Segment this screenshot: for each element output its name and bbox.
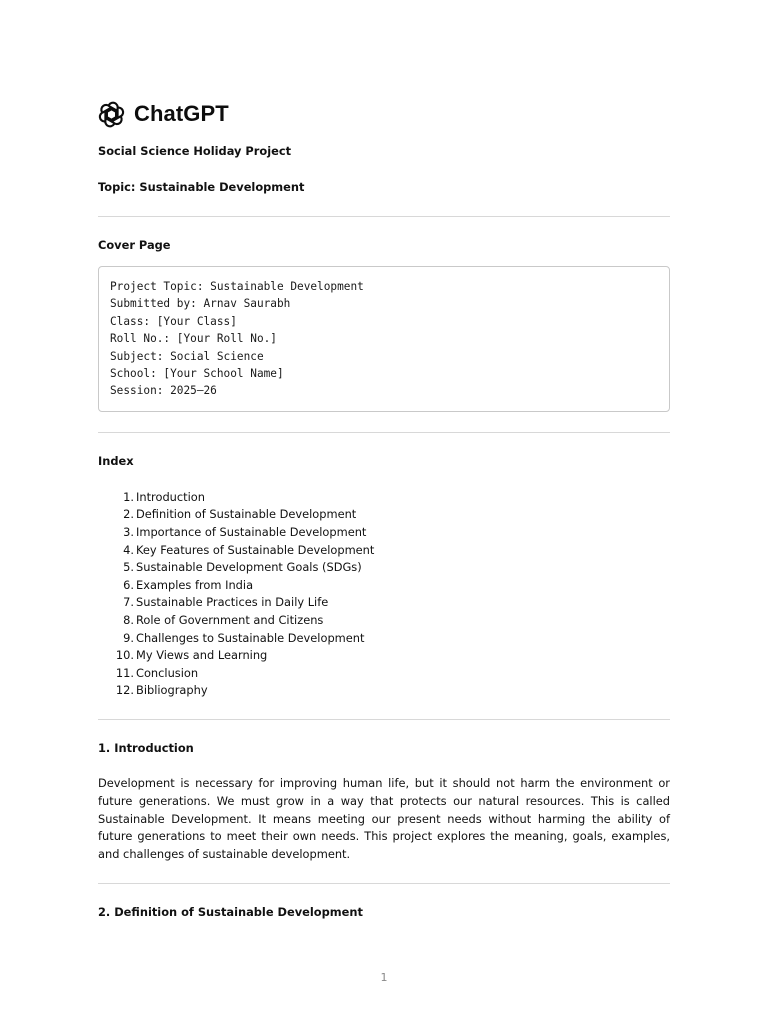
- list-item: 9. Challenges to Sustainable Development: [123, 630, 365, 645]
- cover-line-school: School: [Your School Name]: [110, 367, 284, 381]
- list-item: 11. Conclusion: [115, 665, 199, 680]
- list-item: 10. My Views and Learning: [115, 648, 268, 663]
- definition-heading: 2. Definition of Sustainable Development: [98, 904, 363, 919]
- list-item: 6. Examples from India: [123, 577, 254, 592]
- list-item: 2. Definition of Sustainable Development: [123, 507, 357, 522]
- document-title: Social Science Holiday Project: [98, 144, 292, 158]
- cover-line-submitted-by: Submitted by: Arnav Saurabh: [110, 297, 291, 311]
- introduction-paragraph: Development is necessary for improving human life, but it should not harm the environment or future generations. We must grow in a way that protects our natural resources. This is called Sustainable Development. It means meeting our present needs without harming the ability of future generations to meet their own needs. This project explores the meaning, goals, examples, and challenges of sustainable development.: [98, 775, 670, 862]
- cover-line-subject: Subject: Social Science: [110, 349, 264, 363]
- list-item: 12. Bibliography: [115, 683, 208, 698]
- logo-text: ChatGPT: [134, 101, 229, 126]
- cover-line-roll-no: Roll No.: [Your Roll No.]: [110, 332, 277, 346]
- cover-line-class: Class: [Your Class]: [110, 314, 237, 328]
- index-heading: Index: [98, 453, 134, 468]
- openai-knot-icon: [98, 101, 125, 128]
- list-item: 3. Importance of Sustainable Development: [123, 525, 367, 540]
- cover-line-topic: Project Topic: Sustainable Development: [110, 280, 364, 293]
- list-item: 1. Introduction: [123, 489, 205, 504]
- cover-page-code-block: [98, 266, 670, 412]
- divider: [98, 883, 670, 884]
- document-topic: Topic: Sustainable Development: [98, 180, 305, 194]
- list-item: 4. Key Features of Sustainable Development: [123, 542, 375, 557]
- divider: [98, 432, 670, 433]
- index-list: [98, 489, 670, 700]
- divider: [98, 216, 670, 217]
- document-page: [98, 98, 670, 919]
- introduction-heading: 1. Introduction: [98, 740, 194, 755]
- list-item: 8. Role of Government and Citizens: [123, 613, 324, 627]
- cover-line-session: Session: 2025–26: [110, 384, 217, 398]
- list-item: 7. Sustainable Practices in Daily Life: [123, 595, 329, 610]
- divider: [98, 719, 670, 720]
- cover-page-heading: Cover Page: [98, 238, 171, 252]
- list-item: 5. Sustainable Development Goals (SDGs): [123, 560, 362, 575]
- page-number: 1: [380, 971, 388, 984]
- chatgpt-logo: [98, 98, 670, 130]
